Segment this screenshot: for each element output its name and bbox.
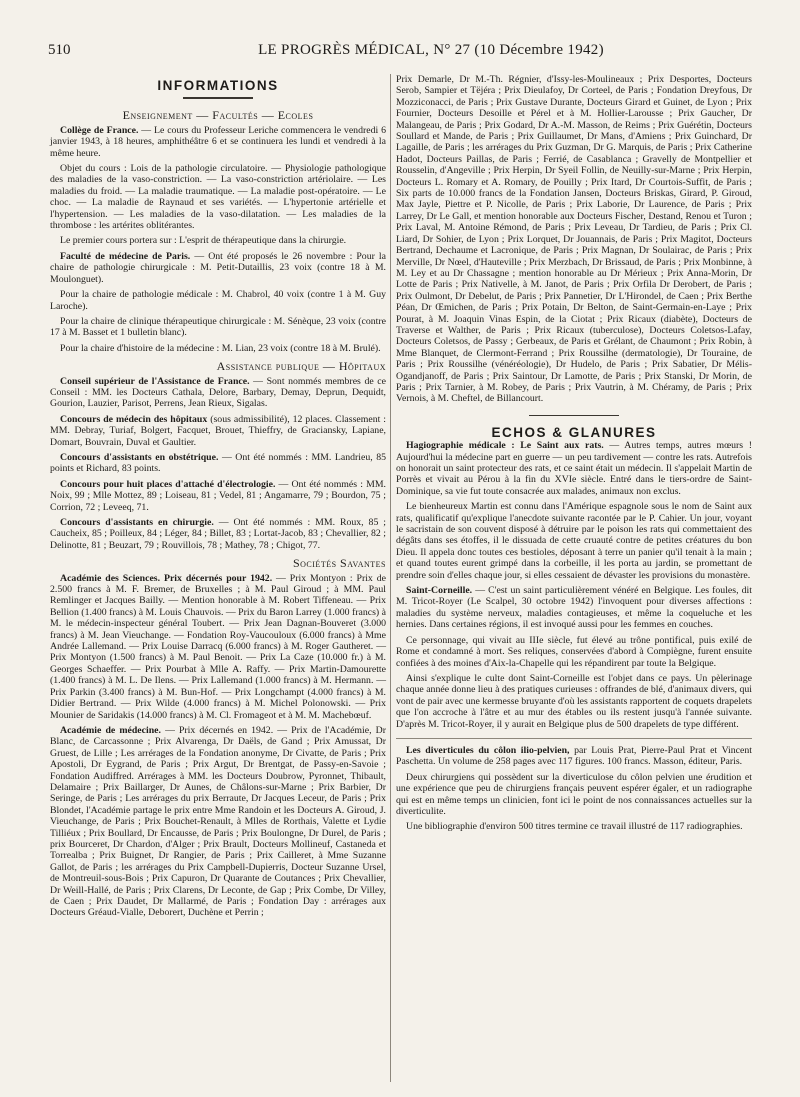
paragraph: Objet du cours : Lois de la pathologie circulatoire. — Physiologie pathologique des maladies de la vaso-constriction. — La vaso-constriction artériolaire. — Les maladies du froid. — La maladie traumatique. — La maladie post-opératoire. — Le choc. — La maladie de Raynaud et ses variétés. — L'hypertonie artérielle et l'hypertension. — Les maladies de la vaso-dilatation. — Les maladies de la thrombose : les artérites oblitérantes. <box>50 163 386 232</box>
article-concours-chirurgie: Concours d'assistants en chirurgie. — Ont été nommés : MM. Roux, 85 ; Caucheix, 85 ; Poilleux, 84 ; Léger, 84 ; Billet, 83 ; Lortat-Jacob, 83 ; Chevallier, 82 ; Delinotte, 81 ; Beuzart, 79 ; Rouvillois, 78 ; Mathey, 78 ; Chigot, 77. <box>50 517 386 551</box>
paragraph: Ce personnage, qui vivait au IIIe siècle, fut élevé au trône pontifical, puis exilé de Rome et condamné à mort. Ses reliques, conservées d'abord à Compiègne, furent ensuite confiées à des moines d'Aix-la-Chapelle qui les répandirent par toute la Belgique. <box>396 634 752 669</box>
article-concours-electrologie: Concours pour huit places d'attaché d'électrologie. — Ont été nommés : MM. Noix, 99 ; Mlle Mottez, 89 ; Loiseau, 81 ; Vedel, 81 ; Angamarre, 79 ; Bourdon, 75 ; Corrion, 72 ; Leveeq, 71. <box>50 478 386 513</box>
section-enseignement: Enseignement — Facultés — Ecoles <box>122 108 314 123</box>
paragraph: Pour la chaire de pathologie médicale : M. Chabrol, 40 voix (contre 1 à M. Guy Laroche). <box>50 289 386 312</box>
article-academie-sciences: Académie des Sciences. Prix décernés pour 1942. — Prix Montyon : Prix de 2.500 francs à M. F. Bremer, de Bruxelles ; à M. Paul Giroud ; à MM. Paul Remlinger et Jacques Bailly. — Mention honorable à M. Robert Tiffeneau. — Prix Bellion (1.400 francs) à M. Louis Chauvois. — Prix du Baron Larrey (1.000 francs) à M. le médecin-inspecteur général Toubert. — Prix Jean Dagnan-Bouveret (3.000 francs) à M. Jean Vieuchange. — Fondation Roy-Vaucouloux (6.000 francs) à Mme Andrée Lallemand. — Prix Louise Darracq (6.000 francs) à M. Roger Gautheret. — Prix Montyon (1.500 francs) à M. Paul Benoit. — Prix La Caze (10.000 fr.) à M. Georges Schaeffer. — Prix Pourbat à Mlle A. Raffy. — Prix Martin-Damourette (1.400 francs) à M. L. De Ilens. — Prix Lallemand (1.000 francs) à M. Hermann. — Prix Parkin (3.400 francs) à M. Bun-Hof. — Prix Longchampt (4.000 francs) à M. Didier Bertrand. — Prix Wilde (4.000 francs) à M. Michel Polonowski. — Prix Mounier de Saridakis (14.000 francs) à M. Cl. Fromageot et à M. M. Machebœuf. <box>50 572 386 721</box>
page-header <box>48 40 774 60</box>
paragraph: Pour la chaire de clinique thérapeutique chirurgicale : M. Sénèque, 23 voix (contre 17 à M. Basset et 1 bulletin blanc). <box>50 315 386 339</box>
article-concours-medecin: Concours de médecin des hôpitaux (sous admissibilité), 12 places. Classement : MM. Debray, Turiaf, Bolgert, Facquet, Brouet, Thieffry, de Gracianskу, Lapiane, Domart, Bouvrain, Duval et Gaultier. <box>50 413 386 448</box>
article-college-de-france: Collège de France. — Le cours du Professeur Leriche commencera le vendredi 6 janvier 1943, à 18 heures, amphithéâtre 6 et se continuera les lundi et vendredi à la même heure. <box>50 124 386 159</box>
heading-ornament <box>50 93 386 103</box>
paragraph: Deux chirurgiens qui possèdent sur la diverticulose du côlon pelvien une érudition et une expérience que peu de chirurgiens français peuvent espérer égaler, et un radiographe qui est en même temps un clinicien, font ici le point de nos connaissances actuelles sur la diverticulite. <box>396 771 752 817</box>
left-column <box>50 74 386 923</box>
prize-list-continued: Prix Demarle, Dr M.-Th. Régnier, d'Issy-les-Moulineaux ; Prix Desportes, Docteurs Serob, Sampier et Tëjéra ; Prix Dieulafoy, Dr Corteel, de Paris ; Fondation Dreyfous, Dr Mozziconacci, de Paris ; Prix Gustave Durante, Docteurs Girard et Guinet, de Lyon ; Prix Fournier, Docteurs Desoille et Pérel et à M. Hollier-Larousse ; Prix Gaucher, Dr Malangeau, de Paris ; Prix Godard, Dr A.-M. Masson, de Reims ; Prix Guérétin, Docteurs Soullard et Mande, de Paris ; Prix Guillaumet, Dr Mans, d'Amiens ; Prix Guinchard, Dr Lagaille, de Paris ; les arrérages du Prix Guzman, Dr G. Marquis, de Paris ; Prix Catherine Hadot, Docteurs Paillas, de Paris ; Ferrié, de Casablanca ; Gravelly de Montpellier et Rousselin, d'Angeville ; Prix Herpin, Dr Syeil Follin, de Neuilly-sur-Marne ; Prix Herpin, Docteurs L. Romary et A. Romary, de Pouilly ; Prix Itard, Dr Courtois-Suffit, de Paris ; Six parts de 10.000 francs de la Fondation Jansen, Docteurs Briskas, Girard, P. Giroud, Max Jayle, Piettre et P. Nicolle, de Paris ; Prix Laborie, Dr Laurence, de Paris ; Prix Larrey, Dr Le Gall, et mention honorable aux Docteurs Fischer, Destand, Renou et Turon ; Prix Laval, M. Antoine Rémond, de Paris ; Prix Leveau, Dr Tardieu, de Paris ; Prix Cl. Liard, Dr Sohier, de Lyon ; Prix Lorquet, Dr Jouannais, de Paris ; Prix Magitot, Docteurs Bertrand, Dechaume et Lacronique, de Paris ; Prix Magnan, Dr Soulairac, de Paris ; Prix Merville, Dr Nœel, d'Hauteville ; Prix Merzbach, Dr Brissaud, de Paris ; Prix Monbinne, à M. Ley et au Dr Chassagne ; mention honorable au Dr Mérieux ; Prix Anna-Morin, Dr Lotte de Paris ; Prix Nativelle, à M. Janot, de Paris ; Prix Orfila Dr Derobert, de Paris ; Prix Oulmont, Dr Debelut, de Paris ; Prix Pannetier, Dr L'Hirondel, de Caen ; Prix Berthe Péan, Dr Œmichen, de Paris ; Prix Potain, Dr Belton, de Saint-Germain-en-Laye ; Prix Pourat, à M. Joaquin Vinas Espin, de la Ciotat ; Prix Ricaux (diabète), Docteurs de Traverse et Walther, de Paris ; Prix Ricaux (tuberculose), Docteurs Coletsos-Lafay, Docteurs Coletsos, de Passy ; Gerbeaux, de Paris et Grélant, de Chaumont ; Prix Robin, à Mme Blanquet, de Clermont-Ferrand ; Prix Roussilhe (dermatologie), Dr Touraine, de Paris ; Prix Roussilhe (vénéréologie), Dr Hudelo, de Paris ; Prix Sabatier, Dr Mélis-Ogandjanoff, de Paris ; Prix Saintour, Dr Lamotte, de Paris ; Prix Stanski, Dr Morin, de Paris ; Prix Tarnier, à M. Robey, de Paris ; Prix Vautrin, à M. Chéramy, de Paris ; Prix Vernois, à M. Cheftel, de Billancourt. <box>396 74 752 405</box>
article-academie-medecine: Académie de médecine. — Prix décernés en 1942. — Prix de l'Académie, Dr Blanc, de Carcassonne ; Prix Alvarenga, Dr Daëls, de Gand ; Prix Amussat, Dr Gruest, de Lille ; Les arrérages de la Fondation anonyme, Dr Civatte, de Paris ; Prix Apostoli, Dr Eygrand, de Paris ; Prix Argut, Dr Brentgat, de Passy-en-Savoie ; Fondation Audiffred. Arrérages à MM. les Docteurs Doubrow, Pyronnet, Thibault, Delamaire ; Prix Baillarger, Dr Aunes, de Châlons-sur-Marne ; Prix Barbier, Dr Seringe, de Paris ; Les arrérages du prix Berraute, Dr Jacques Leceur, de Paris ; Prix Blondet, l'Académie partage le prix entre Mme Randoin et les Docteurs A. Giroud, J. Vieuchange, de Paris ; Prix Bouchet-Renault, à Mlles de Rorthais, Valette et Lydie Tilliéux ; Prix Boullard, Dr Encausse, de Paris ; Prix Boulongne, Dr Durel, de Paris ; prix Bourceret, Dr Chardon, d'Alger ; Prix Brault, Docteurs Mollineuf, Castaneda et Torrealba ; Prix Buignet, Dr Rangier, de Paris ; Prix Cailleret, à Mme Suzanne Gallot, de Paris ; les arrérages du Prix Campbell-Dupierris, Docteur Suzanne Ursel, de Montreuil-sous-Bois ; Prix Capuron, Dr Quarante de Coutances ; Prix Chevallier, Dr Weill-Hallé, de Paris ; Prix Clarens, Dr Leconte, de Gap ; Prix Combe, Dr Villey, de Caen ; Prix Daudet, Dr Mallarmé, de Paris ; Fondation Day : arrérages aux Docteurs Gréaud-Vialle, Deborert, Duchène et Perrin ; <box>50 724 386 919</box>
article-saint-corneille: Saint-Corneille. — C'est un saint particulièrement vénéré en Belgique. Les foules, dit M. Tricot-Royer (Le Scalpel, 30 octobre 1942) l'invoquent pour diverses affections : maladies du système nerveux, maladies contagieuses, et même la coqueluche et les hernies. Dans certaines régions, il est invoqué aussi pour les femmes en couches. <box>396 585 752 631</box>
paragraph: Pour la chaire d'histoire de la médecine : M. Lian, 23 voix (contre 18 à M. Brulé). <box>60 342 381 354</box>
article-diverticules: Les diverticules du côlon ilio-pelvien, par Louis Prat, Pierre-Paul Prat et Vincent Paschetta. Un volume de 258 pages avec 117 figures. 100 francs. Masson, éditeur, Paris. <box>396 744 752 768</box>
article-concours-obstetrique: Concours d'assistants en obstétrique. — Ont été nommés : MM. Landrieu, 85 points et Richard, 83 points. <box>50 451 387 475</box>
paragraph: Une bibliographie d'environ 500 titres termine ce travail illustré de 117 radiographies. <box>406 821 743 833</box>
section-separator <box>396 411 752 421</box>
informations-heading: INFORMATIONS <box>157 78 279 93</box>
right-column <box>396 74 752 837</box>
page-number: 510 <box>48 41 71 58</box>
article-conseil: Conseil supérieur de l'Assistance de France. — Sont nommés membres de ce Conseil : MM. les Docteurs Cathala, Delore, Barbary, Demay, Deprun, Dequidt, Gourion, Lauzier, Parisot, Perrens, Jean Rieux, Sigalas. <box>50 375 387 410</box>
section-assistance: Assistance publique — Hôpitaux <box>216 359 386 374</box>
paragraph: Le premier cours portera sur : L'esprit de thérapeutique dans la chirurgie. <box>60 235 347 247</box>
paragraph: Ainsi s'explique le culte dont Saint-Corneille est l'objet dans ce pays. Un pèlerinage chaque année donne lieu à des pratiques curieuses : offrandes de blé, d'animaux divers, qui vont de pair avec une kermesse bruyante d'où les assistants rapportent de coquets drapelets que l'on accroche à l'âtre et au mur des étables ou ils restent jusqu'à l'année suivante. D'après M. Tricot-Royer, il y aurait en Belgique plus de 500 drapelets de type différent. <box>396 672 752 730</box>
section-societes: Sociétés Savantes <box>292 556 386 571</box>
paragraph: Le bienheureux Martin est connu dans l'Amérique espagnole sous le nom de Saint aux rats, qualificatif qu'explique l'anecdote suivante racontée par le P. Cahier. Un jour, voyant le sacristain de son couvent disposé à détruire par le poison les rats qui commettaient des dégâts dans ses étoffes, il le dissuada de cette cruauté contre de petites créatures du bon Dieu. Il appela donc toutes ces bestioles, déposant à terre un panier qu'il tenait à la main ; et quand toutes eurent grimpé dans la corbeille, il les porta au jardin, se promettant de prendre soin d'elles chaque jour, si elles cessaient de dévaster les provisions du monastère. <box>396 501 752 581</box>
echos-heading: ECHOS & GLANURES <box>491 424 657 440</box>
column-divider <box>390 74 391 1082</box>
article-faculte-medecine: Faculté de médecine de Paris. — Ont été proposés le 26 novembre : Pour la chaire de pathologie chirurgicale : M. Petit-Dutaillis, 23 voix (contre 18 à M. Moulonguet). <box>50 250 386 285</box>
article-saint-aux-rats: Hagiographie médicale : Le Saint aux rats. — Autres temps, autres mœurs ! Aujourd'hui la médecine part en guerre — un peu tardivement — contre les rats. Autrefois on honorait un saint protecteur des rats, et ce saint était un médecin. Il s'appelait Martin de Porrès et vivait au Pérou à la fin du XVIe siècle. Entré dans le tiers-ordre de Saint-Dominique, sa vie fut toute consacrée aux malades, animaux non exclus. <box>396 440 752 497</box>
divider <box>396 738 752 739</box>
running-title: LE PROGRÈS MÉDICAL, N° 27 (10 Décembre 1942) <box>258 41 604 58</box>
